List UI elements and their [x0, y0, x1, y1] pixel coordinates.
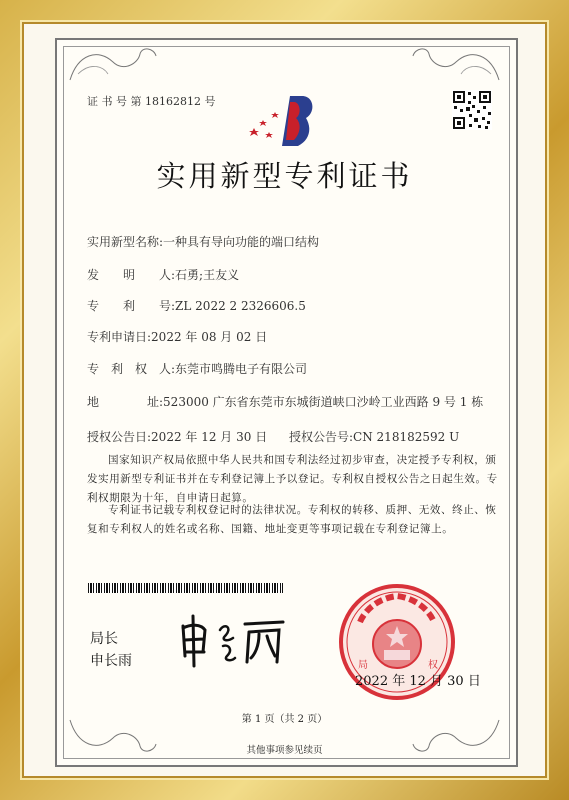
certificate-number-value: 18162812 [145, 95, 201, 108]
announce-number-value: CN 218182592 U [353, 430, 460, 444]
field-row-name [87, 233, 319, 250]
svg-text:权: 权 [428, 660, 438, 671]
field-value: 523000 广东省东莞市东城街道峡口沙岭工业西路 9 号 1 栋 [163, 395, 484, 409]
field-row-inventor [87, 266, 239, 283]
field-label: 专 利 号: [87, 299, 176, 313]
field-row-announcement-number [289, 428, 459, 445]
signer-role: 局长 [90, 631, 118, 647]
field-row-patent-number [87, 297, 306, 314]
certificate-number-suffix: 号 [204, 95, 216, 108]
certificate-number [87, 93, 216, 109]
field-label: 专利申请日: [87, 330, 152, 344]
announce-date-value: 2022 年 12 月 30 日 [151, 430, 268, 444]
field-label: 发 明 人: [87, 268, 176, 282]
field-row-address [87, 393, 483, 410]
handwritten-signature [175, 612, 290, 670]
seal-date: 2022 年 12 月 30 日 [355, 674, 481, 689]
field-value: 一种具有导向功能的端口结构 [163, 235, 320, 249]
field-label: 专 利 权 人: [87, 362, 176, 376]
field-value: ZL 2022 2 2326606.5 [175, 299, 306, 313]
statement-paragraph-2: 专利证书记载专利权登记时的法律状况。专利权的转移、质押、无效、终止、恢复和专利权人的姓名或名称、国籍、地址变更等事项记载在专利登记簿上。 [87, 504, 497, 535]
certificate-number-label: 证 书 号 第 [87, 95, 142, 108]
field-label: 实用新型名称: [87, 235, 164, 249]
corner-ornament-top-right [411, 44, 501, 82]
field-value: 石勇;王友义 [175, 268, 240, 282]
qr-code-icon [452, 90, 492, 130]
field-row-announcement-date [87, 428, 267, 445]
field-label: 地 址: [87, 395, 164, 409]
field-value: 2022 年 08 月 02 日 [151, 330, 268, 344]
field-row-application-date [87, 328, 267, 345]
announce-date-label: 授权公告日: [87, 430, 152, 444]
barcode [88, 583, 283, 593]
corner-ornament-top-left [68, 44, 158, 82]
patent-office-logo-icon [240, 90, 330, 148]
announce-number-label: 授权公告号: [289, 430, 354, 444]
page-indicator: 第 1 页（共 2 页） [241, 714, 328, 725]
statement-paragraph-1: 国家知识产权局依照中华人民共和国专利法经过初步审查，决定授予专利权，颁发实用新型专利证书并在专利登记簿上予以登记。专利权自授权公告之日起生效。专利权期限为十年，自申请日起算。 [87, 454, 498, 504]
field-value: 东莞市鸣腾电子有限公司 [175, 362, 308, 376]
svg-text:局: 局 [358, 660, 368, 671]
field-row-patentee [87, 360, 307, 377]
certificate-title: 实用新型专利证书 [156, 159, 413, 193]
signer-name: 申长雨 [90, 653, 132, 669]
footer-note: 其他事项参见续页 [246, 745, 323, 756]
